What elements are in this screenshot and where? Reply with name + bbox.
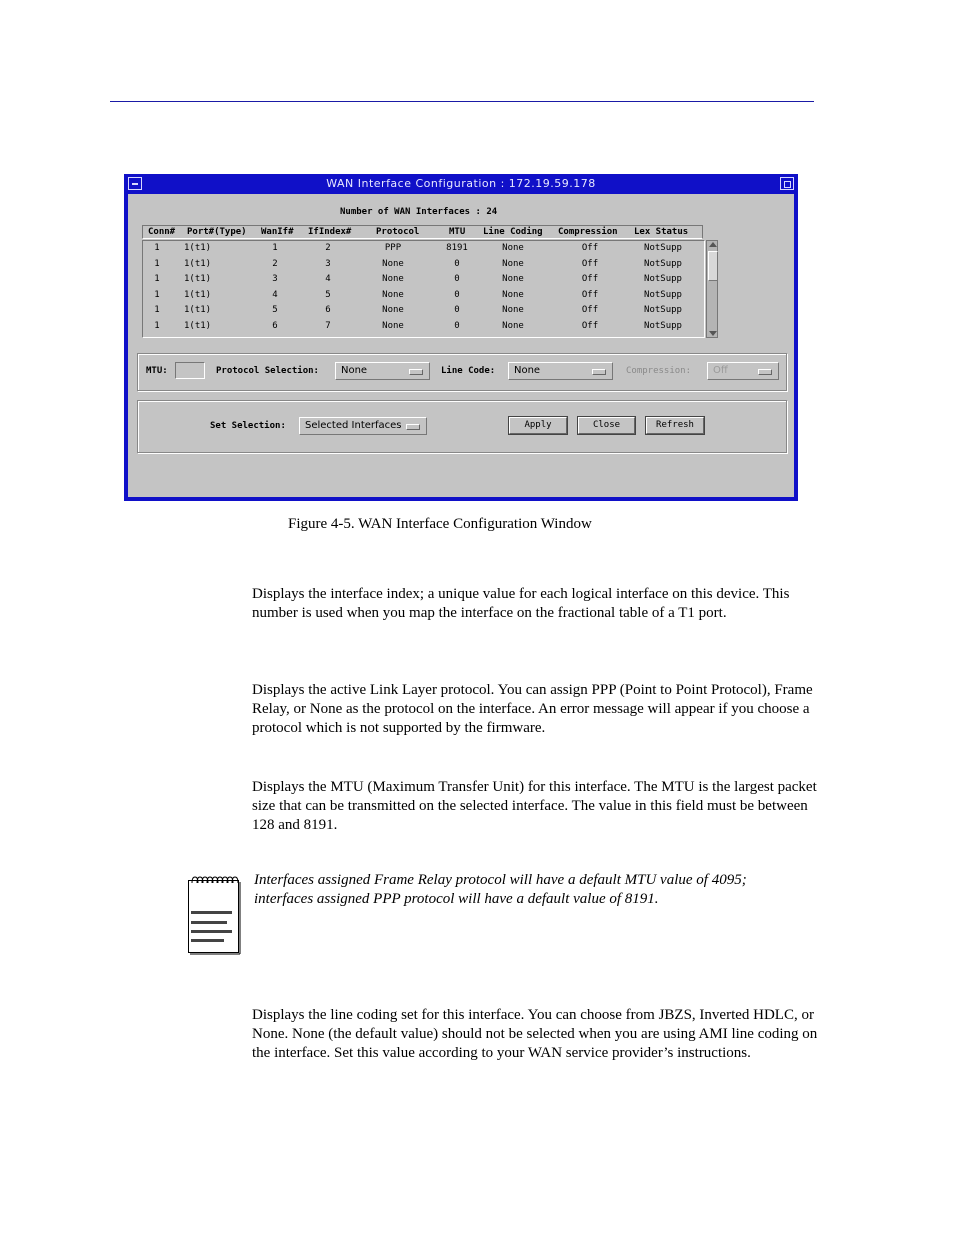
table-cell: 2 — [325, 243, 331, 253]
note-text: Interfaces assigned Frame Relay protocol will have a default MTU value of 4095; interfaces assigned PPP protocol will have a default value of 8191. — [254, 872, 747, 907]
compression-select — [707, 362, 779, 380]
scroll-up-icon[interactable] — [709, 242, 717, 247]
col-header[interactable]: Port#(Type) — [187, 227, 247, 237]
table-row[interactable] — [143, 243, 703, 258]
col-header[interactable]: WanIf# — [261, 227, 294, 237]
table-cell: 1 — [154, 258, 160, 269]
table-cell: 1(t1) — [184, 289, 212, 300]
table-cell: 6 — [325, 305, 331, 315]
col-header[interactable]: IfIndex# — [308, 227, 352, 237]
table-cell: 8191 — [446, 243, 468, 253]
line-code-select-value: None — [514, 365, 541, 376]
table-cell: 1 — [154, 243, 160, 253]
table-cell: PPP — [384, 243, 402, 253]
table-cell: 5 — [272, 305, 278, 315]
table-cell: None — [382, 320, 404, 331]
set-selection-value: Selected Interfaces — [305, 420, 402, 431]
table-row[interactable] — [143, 259, 703, 274]
window-title: WAN Interface Configuration : 172.19.59.178 — [326, 177, 596, 190]
scroll-thumb[interactable] — [708, 251, 718, 281]
table-cell: 0 — [454, 258, 460, 269]
interface-settings-group — [137, 353, 787, 391]
num-wan-label: Number of WAN Interfaces : — [340, 207, 481, 217]
col-header[interactable]: MTU — [449, 227, 466, 237]
table-cell: None — [502, 274, 524, 284]
scroll-down-icon[interactable] — [709, 331, 717, 336]
mtu-label: MTU: — [146, 366, 168, 376]
table-cell: 4 — [325, 274, 331, 284]
table-cell: NotSupp — [644, 289, 682, 300]
table-cell: 1(t1) — [184, 320, 212, 331]
num-wan-value: 24 — [486, 207, 498, 217]
table-cell: Off — [581, 289, 599, 300]
protocol-selection-label: Protocol Selection: — [216, 366, 319, 376]
window-client — [128, 194, 794, 497]
line-code-select[interactable] — [508, 362, 613, 380]
table-scrollbar[interactable] — [706, 240, 718, 338]
table-cell: NotSupp — [644, 258, 682, 269]
maximize-icon[interactable] — [780, 177, 794, 190]
apply-button[interactable]: Apply — [509, 417, 567, 434]
protocol-select-value: None — [341, 365, 368, 376]
table-cell: None — [502, 289, 524, 300]
option-menu-icon — [758, 369, 772, 375]
protocol-select[interactable] — [335, 362, 430, 380]
table-header — [142, 225, 703, 239]
table-cell: 0 — [454, 305, 460, 315]
table-cell: None — [502, 320, 524, 331]
notepad-icon — [187, 874, 243, 961]
table-cell: 1 — [154, 289, 160, 300]
option-menu-icon — [592, 369, 606, 375]
table-cell: 6 — [272, 320, 278, 331]
col-header[interactable]: Lex Status — [634, 227, 689, 237]
table-cell: 1 — [154, 320, 160, 331]
table-cell: None — [382, 289, 404, 300]
set-selection-label: Set Selection: — [210, 421, 286, 431]
table-cell: 1 — [154, 305, 160, 315]
table-cell: NotSupp — [644, 243, 682, 253]
header-rule — [110, 101, 814, 102]
mtu-description: Displays the MTU (Maximum Transfer Unit) for this interface. The MTU is the largest packet size that can be transmitted on the selected interface. The value in this field must be between 128 and 8191. — [252, 779, 817, 833]
table-row[interactable] — [143, 305, 703, 320]
table-row[interactable] — [143, 290, 703, 305]
col-header[interactable]: Line Coding — [483, 227, 543, 237]
table-cell: Off — [581, 243, 599, 253]
option-menu-icon — [406, 424, 420, 430]
table-cell: 5 — [325, 289, 331, 300]
title-bar[interactable] — [124, 174, 798, 194]
line-code-label: Line Code: — [441, 366, 496, 376]
table-row[interactable] — [143, 274, 703, 289]
table-cell: NotSupp — [644, 274, 682, 284]
num-wan-interfaces — [340, 207, 497, 217]
col-header[interactable]: Compression — [558, 227, 618, 237]
actions-group — [137, 400, 787, 453]
table-cell: None — [382, 258, 404, 269]
protocol-description: Displays the active Link Layer protocol. You can assign PPP (Point to Point Protocol), Frame Relay, or None as the protocol on the interface. An error message will appear if you choose a protocol which is not supported by the firmware. — [252, 682, 813, 736]
table-cell: 1 — [272, 243, 278, 253]
col-header[interactable]: Conn# — [148, 227, 176, 237]
table-cell: 1 — [154, 274, 160, 284]
col-header[interactable]: Protocol — [376, 227, 420, 237]
table-cell: Off — [581, 258, 599, 269]
set-selection-select[interactable] — [299, 417, 427, 435]
table-cell: 1(t1) — [184, 258, 212, 269]
compression-select-value: Off — [713, 365, 728, 376]
interfaces-table — [142, 240, 705, 338]
table-cell: None — [382, 274, 404, 284]
table-cell: 3 — [325, 258, 331, 269]
table-cell: 0 — [454, 320, 460, 331]
table-cell: None — [502, 258, 524, 269]
table-cell: NotSupp — [644, 320, 682, 331]
table-cell: Off — [581, 274, 599, 284]
table-cell: 3 — [272, 274, 278, 284]
table-cell: None — [502, 243, 524, 253]
table-row[interactable] — [143, 321, 703, 336]
table-cell: 4 — [272, 289, 278, 300]
table-cell: 7 — [325, 320, 331, 331]
figure-caption: Figure 4-5. WAN Interface Configuration Window — [288, 516, 592, 532]
table-cell: 2 — [272, 258, 278, 269]
refresh-button[interactable]: Refresh — [646, 417, 704, 434]
table-cell: Off — [581, 320, 599, 331]
wan-config-window — [124, 174, 798, 501]
table-cell: NotSupp — [644, 305, 682, 315]
table-cell: 0 — [454, 289, 460, 300]
compression-label: Compression: — [626, 366, 692, 376]
ifindex-description: Displays the interface index; a unique value for each logical interface on this device. This number is used when you map the interface on the fractional table of a T1 port. — [252, 586, 790, 621]
table-cell: 1(t1) — [184, 274, 212, 284]
table-cell: Off — [581, 305, 599, 315]
line-coding-description: Displays the line coding set for this interface. You can choose from JBZS, Inverted HDLC, or None. None (the default value) should not be selected when you are using AMI line coding on the interface. Set this value according to your WAN service provider’s instructions. — [252, 1007, 818, 1061]
table-cell: 0 — [454, 274, 460, 284]
option-menu-icon — [409, 369, 423, 375]
table-cell: 1(t1) — [184, 243, 212, 253]
close-button[interactable]: Close — [578, 417, 635, 434]
table-cell: None — [382, 305, 404, 315]
table-cell: 1(t1) — [184, 305, 212, 315]
table-cell: None — [502, 305, 524, 315]
mtu-input[interactable] — [175, 362, 205, 379]
